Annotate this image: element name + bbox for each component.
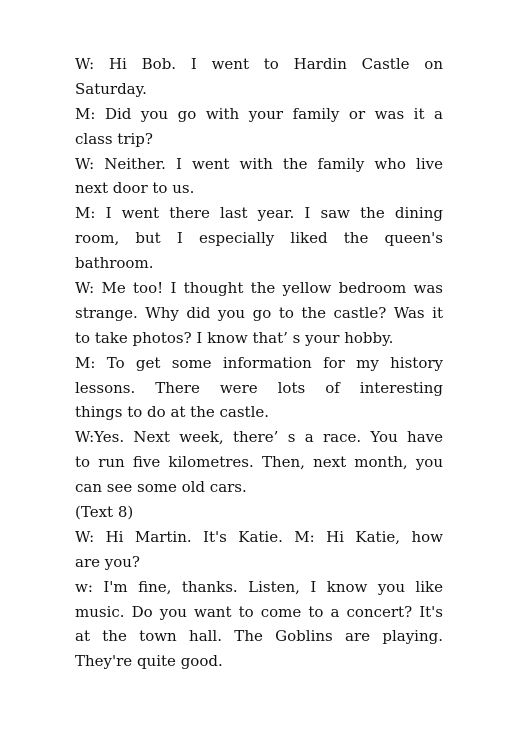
text-line: M: I went there last year. I saw the dining (75, 204, 443, 223)
text-line: Saturday. (75, 79, 147, 98)
text-line: next door to us. (75, 179, 195, 198)
text-line: things to do at the castle. (75, 403, 270, 422)
text-line: bathroom. (75, 254, 154, 273)
text-line: lessons. There were lots of interesting (75, 378, 443, 397)
text-line: They're quite good. (75, 652, 223, 671)
text-line: M: To get some information for my history (75, 353, 443, 372)
transcript-page (75, 52, 443, 674)
text-line: strange. Why did you go to the castle? Was it (75, 303, 443, 322)
text-line: to run five kilometres. Then, next month, you (75, 453, 443, 472)
text-line: class trip? (75, 129, 153, 148)
text-line: W: Neither. I went with the family who live (75, 154, 443, 173)
text-line: W:Yes. Next week, there’ s a race. You have (75, 428, 443, 447)
text-line: at the town hall. The Goblins are playing. (75, 627, 443, 646)
text-line: room, but I especially liked the queen's (75, 229, 443, 248)
text-line: W: Me too! I thought the yellow bedroom was (75, 279, 443, 298)
text-line: W: Hi Bob. I went to Hardin Castle on (75, 55, 443, 73)
section-label: (Text 8) (75, 503, 134, 522)
text-line: W: Hi Martin. It's Katie. M: Hi Katie, how (75, 527, 443, 546)
text-line: w: I'm fine, thanks. Listen, I know you like (75, 577, 443, 596)
text-line: M: Did you go with your family or was it a (75, 104, 443, 123)
transcript-text (75, 52, 443, 674)
text-line: can see some old cars. (75, 478, 247, 497)
text-line: music. Do you want to come to a concert? It's (75, 602, 443, 621)
text-line: to take photos? I know that’ s your hobby. (75, 328, 394, 347)
text-line: are you? (75, 552, 140, 571)
